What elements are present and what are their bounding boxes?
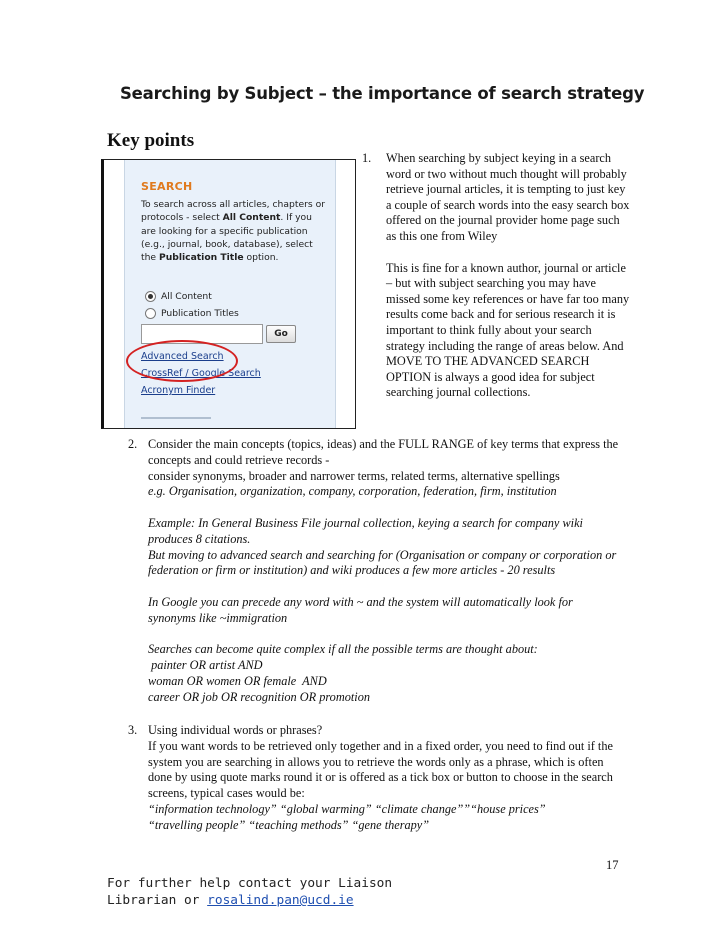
page-number: 17 bbox=[606, 858, 619, 872]
search-panel-description bbox=[141, 198, 329, 264]
text-line: If you want words to be retrieved only together and in a fixed order, you need to find out if the system you are searching in allows you to retrieve the words only as a phrase, which is often done by using quote marks round it or is offered as a tick box or button to choose in the search screens, typical cases would be: bbox=[148, 738, 613, 801]
text-line: Example: In General Business File journal collection, keying a search for company wiki produces 8 citations. bbox=[148, 515, 583, 546]
acronym-finder-link[interactable]: Acronym Finder bbox=[141, 385, 216, 396]
text-line: But moving to advanced search and searching for (Organisation or company or corporation or federation or firm or institution) and wiki produces a few more articles - 20 results bbox=[148, 547, 617, 578]
wiley-search-screenshot bbox=[101, 159, 356, 429]
paragraph bbox=[148, 723, 623, 834]
text-line: e.g. Organisation, organization, company, corporation, federation, firm, institution bbox=[148, 484, 557, 499]
radio-publication-titles[interactable] bbox=[145, 308, 239, 319]
footer-text: Librarian or bbox=[107, 893, 208, 908]
text-line: career OR job OR recognition OR promotion bbox=[148, 689, 370, 704]
go-button[interactable]: Go bbox=[266, 325, 296, 343]
list-item-2 bbox=[128, 437, 623, 706]
text-line: woman OR women OR female AND bbox=[148, 673, 327, 688]
highlight-circle bbox=[126, 340, 238, 382]
search-panel bbox=[124, 160, 336, 428]
radio-pub-label: Publication Titles bbox=[161, 308, 239, 319]
footer-line bbox=[107, 892, 392, 909]
desc-text: . If you are looking for a specific publication (e.g., journal, book, database), select the bbox=[141, 212, 313, 264]
radio-selected-icon[interactable] bbox=[145, 291, 156, 302]
search-panel-heading: SEARCH bbox=[141, 180, 193, 193]
list-item-3 bbox=[128, 723, 623, 834]
paragraph: This is fine for a known author, journal or article – but with subject searching you may have missed some key references or have far too many results come back and for serious research it is important to think fully about your search strategy including the range of areas below. And MOVE TO THE ADVANCED SEARCH OPTION is always a good idea for subject searching journal collections. bbox=[386, 260, 630, 400]
paragraph bbox=[148, 437, 623, 500]
crossref-google-link[interactable]: CrossRef / Google Search bbox=[141, 368, 261, 379]
paragraph bbox=[148, 516, 623, 579]
list-number: 2. bbox=[128, 437, 138, 451]
advanced-search-link[interactable]: Advanced Search bbox=[141, 351, 224, 362]
text-line: “travelling people” “teaching methods” “gene therapy” bbox=[148, 817, 430, 832]
key-points-heading: Key points bbox=[107, 130, 195, 151]
text-line: “information technology” “global warming” “climate change””“house prices” bbox=[148, 801, 546, 816]
desc-bold-all: All Content bbox=[222, 212, 281, 224]
text-line: Consider the main concepts (topics, ideas) and the FULL RANGE of key terms that express the concepts and could retrieve records - bbox=[148, 437, 619, 467]
paragraph bbox=[148, 642, 623, 705]
footer-line: For further help contact your Liaison bbox=[107, 876, 393, 891]
panel-divider bbox=[141, 417, 211, 419]
radio-all-content[interactable] bbox=[145, 291, 212, 302]
desc-text: option. bbox=[243, 252, 279, 264]
desc-text: To search across all articles, chapters or protocols - select bbox=[141, 199, 325, 224]
footer-contact bbox=[107, 875, 392, 909]
text-line: consider synonyms, broader and narrower terms, related terms, alternative spellings bbox=[148, 468, 560, 483]
list-item-body bbox=[148, 723, 623, 834]
radio-all-label: All Content bbox=[161, 291, 212, 302]
text-line: Searches can become quite complex if all the possible terms are thought about: bbox=[148, 642, 538, 657]
radio-unselected-icon[interactable] bbox=[145, 308, 156, 319]
list-number: 3. bbox=[128, 723, 138, 737]
desc-bold-pub: Publication Title bbox=[159, 252, 244, 264]
page-title: Searching by Subject – the importance of search strategy bbox=[120, 84, 645, 103]
paragraph: When searching by subject keying in a search word or two without much thought will probably retrieve journal articles, it is tempting to just key a couple of search words into the easy search box offered on the journal provider home page such as this one from Wiley bbox=[386, 151, 630, 243]
text-line: painter OR artist AND bbox=[148, 658, 263, 673]
paragraph: In Google you can precede any word with ~ and the system will automatically look for synonyms like ~immigration bbox=[148, 594, 573, 625]
list-item-body bbox=[148, 437, 623, 706]
list-item-body bbox=[386, 151, 632, 417]
list-number: 1. bbox=[362, 151, 372, 165]
text-line: Using individual words or phrases? bbox=[148, 723, 323, 737]
email-link[interactable]: rosalind.pan@ucd.ie bbox=[207, 893, 354, 908]
